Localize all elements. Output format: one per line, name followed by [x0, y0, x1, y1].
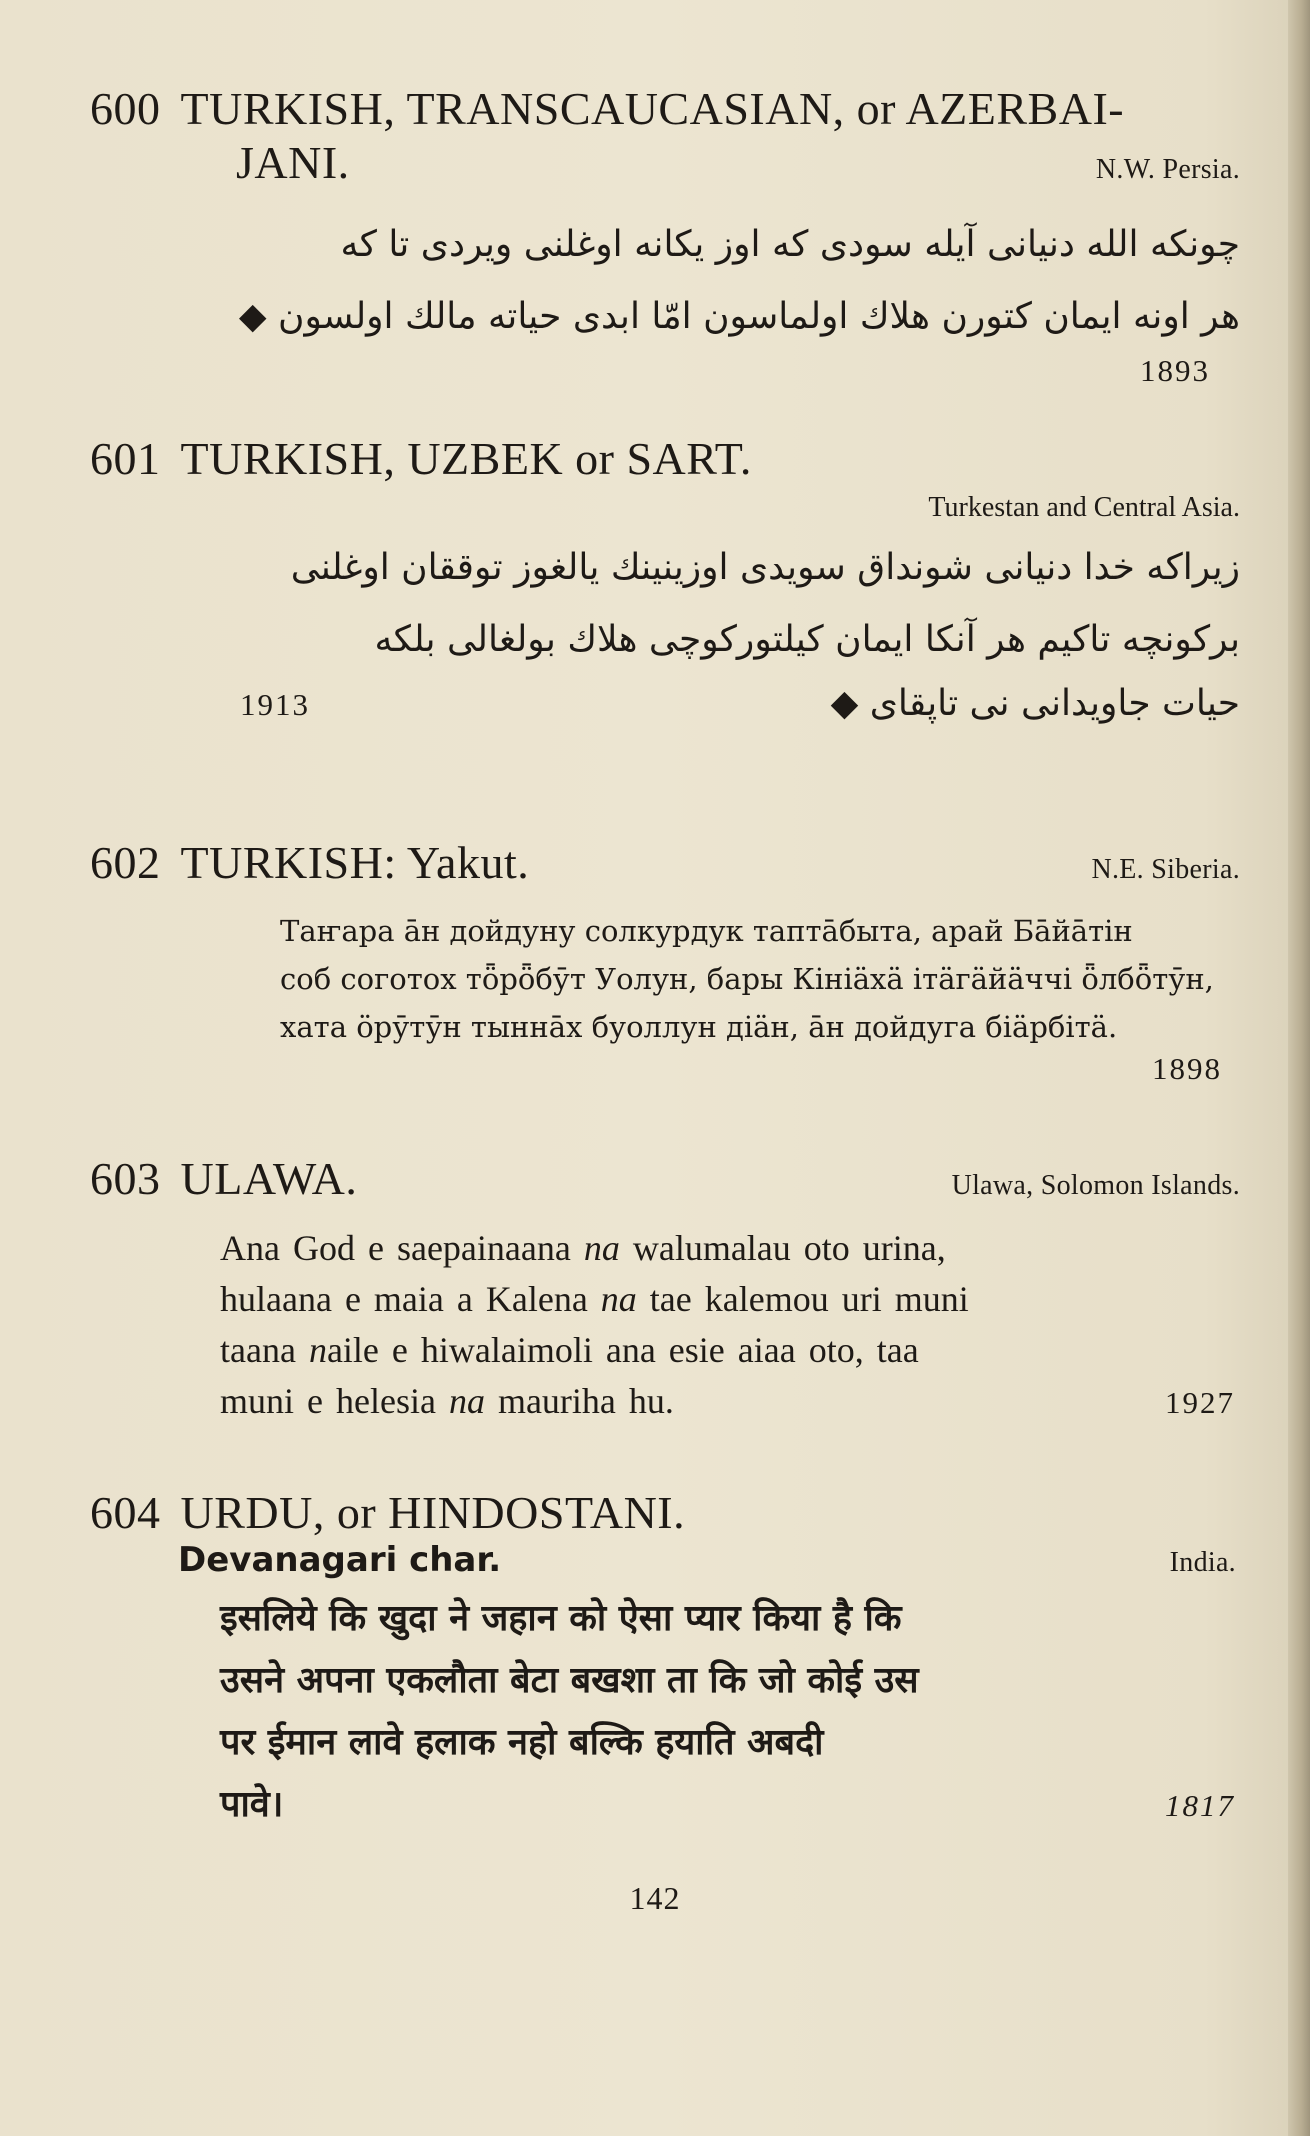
entry-title: TURKISH, UZBEK or SART.	[180, 433, 752, 484]
entry-602	[90, 836, 1240, 1087]
entry-heading	[90, 1152, 1240, 1213]
entry-subheading	[178, 1540, 1236, 1580]
entry-601	[90, 432, 1240, 732]
entry-604	[90, 1486, 1240, 1837]
entry-number: 602	[90, 837, 161, 888]
text-line: उसने अपना एकलौता बेटा बखशा ता कि जो कोई उस	[220, 1660, 919, 1701]
text-line: چونکه الله دنیانی آیله سودی که اوز یکانه اوغلنی ویردی تا که	[340, 224, 1240, 265]
entry-title: TURKISH: Yakut.	[180, 837, 530, 888]
text-line: برکونچه تاکیم هر آنکا ایمان کیلتورکوچی هلاك بولغالی بلکه	[374, 619, 1240, 660]
last-line-row	[240, 676, 1240, 732]
entry-year: 1893	[1140, 353, 1210, 388]
entry-number: 600	[90, 83, 161, 134]
entry-title: ULAWA.	[180, 1153, 358, 1204]
text-line: muni e helesia na mauriha hu. 1927	[220, 1376, 1235, 1428]
entry-heading	[90, 432, 1240, 486]
text-line: hulaana e maia a Kalena na tae kalemou uri muni	[220, 1279, 969, 1319]
text-line: حیات جاویدانی نی تاپقای ◆	[830, 683, 1240, 724]
text-line: इसलिये कि खुदा ने जहान को ऐसा प्यार किया है कि	[220, 1598, 902, 1639]
text-line: Таҥара а̄н дойдуну солкурдук таптāбыта, арай Бāйāтін	[280, 914, 1133, 948]
book-spine-edge	[1288, 0, 1310, 2136]
entry-region: India.	[1169, 1547, 1236, 1578]
text-line: पर ईमान लावे हलाक नहो बल्कि हयाति अबदी	[220, 1722, 824, 1763]
entry-number: 603	[90, 1153, 161, 1204]
text-line: хата ӧрӯтӯн тыннāх буоллун діäн, а̄н дойдуга біäрбітä.	[280, 1010, 1118, 1044]
entry-600	[90, 82, 1240, 389]
entry-heading	[90, 1486, 1240, 1540]
entry-year: 1913	[240, 687, 310, 722]
entry-year: 1817	[1165, 1788, 1235, 1823]
entry-title-continuation: JANI. N.W. Persia.	[236, 136, 1240, 197]
entry-region: N.E. Siberia.	[1091, 854, 1240, 885]
entry-title: TURKISH, TRANSCAUCASIAN, or AZERBAI-	[180, 83, 1125, 134]
entry-title: URDU, or HINDOSTANI.	[180, 1487, 686, 1538]
text-line: زیراکه خدا دنیانی شونداق سویدی اوزینینك یالغوز توققان اوغلنی	[290, 547, 1240, 588]
text-line: соб соготох тȫрȫбӯт Уолун, бары Кініäхä ітäгäйäччі ȫлбȫтӯн,	[280, 962, 1214, 996]
entry-heading	[90, 836, 1240, 897]
text-line: taana naile e hiwalaimoli ana esie aiaa oto, taa	[220, 1330, 919, 1370]
entry-subtitle: Devanagari char.	[178, 1540, 502, 1580]
entry-year: 1898	[1152, 1051, 1222, 1086]
entry-number: 601	[90, 433, 161, 484]
page-number: 142	[629, 1880, 681, 1916]
text-line: Ana God e saepainaana na walumalau oto urina,	[220, 1228, 946, 1268]
entry-region: Turkestan and Central Asia.	[928, 492, 1240, 523]
text-line: هر اونه ایمان کتورن هلاك اولماسون امّا ابدی حیاته مالك اولسون ◆	[238, 296, 1240, 337]
entry-year: 1927	[1165, 1385, 1235, 1420]
entry-region: N.W. Persia.	[1095, 154, 1240, 185]
entry-number: 604	[90, 1487, 161, 1538]
entry-region: Ulawa, Solomon Islands.	[951, 1170, 1240, 1201]
text-line: पावे। 1817	[220, 1774, 1235, 1837]
entry-heading	[90, 82, 1240, 136]
entry-603	[90, 1152, 1240, 1428]
